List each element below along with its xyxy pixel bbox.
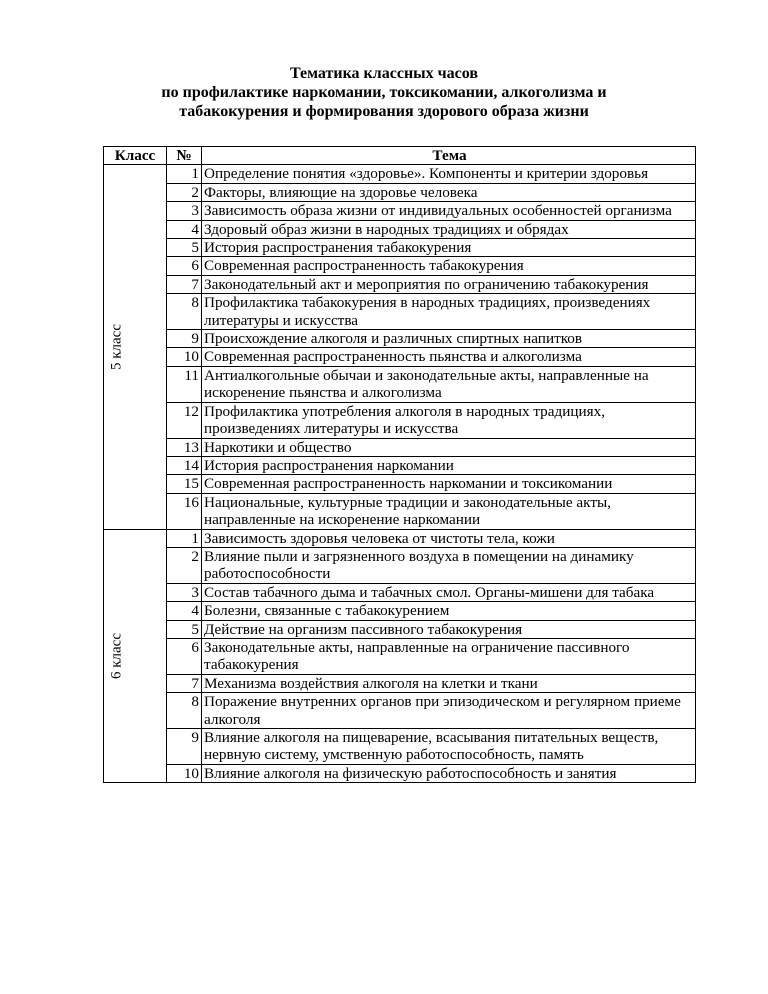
row-number: 10 [167,348,202,366]
row-number: 9 [167,330,202,348]
row-number: 14 [167,456,202,474]
table-row [104,348,696,366]
row-topic: Состав табачного дыма и табачных смол. Органы-мишени для табака [202,583,696,601]
row-topic: Профилактика употребления алкоголя в народных традициях, произведениях литературы и искусства [202,402,696,438]
row-topic: История распространения наркомании [202,456,696,474]
row-number: 16 [167,493,202,529]
table-body [104,165,696,783]
header-topic: Тема [202,147,696,165]
row-number: 3 [167,202,202,220]
table-row [104,239,696,257]
header-class: Класс [104,147,167,165]
row-number: 1 [167,165,202,183]
row-topic: Влияние алкоголя на физическую работоспособность и занятия [202,764,696,782]
table-row [104,366,696,402]
table-row [104,729,696,765]
row-topic: Законодательный акт и мероприятия по ограничению табакокурения [202,275,696,293]
row-number: 3 [167,583,202,601]
row-number: 2 [167,183,202,201]
row-topic: Факторы, влияющие на здоровье человека [202,183,696,201]
table-row [104,402,696,438]
table-row [104,438,696,456]
table-row [104,275,696,293]
row-topic: Болезни, связанные с табакокурением [202,602,696,620]
table-row [104,330,696,348]
table-row [104,547,696,583]
table-row [104,620,696,638]
table-row [104,257,696,275]
row-number: 4 [167,602,202,620]
table-row [104,764,696,782]
header-number: № [167,147,202,165]
table-row [104,674,696,692]
table-row [104,583,696,601]
row-number: 7 [167,275,202,293]
row-topic: Зависимость здоровья человека от чистоты тела, кожи [202,529,696,547]
grade-cell [104,529,167,783]
row-number: 5 [167,239,202,257]
title-line-2: по профилактике наркомании, токсикомании, алкоголизма и [161,84,607,101]
table-row [104,475,696,493]
title-line-3: табакокурения и формирования здорового образа жизни [179,103,589,120]
grade-cell [104,165,167,529]
row-number: 15 [167,475,202,493]
row-number: 12 [167,402,202,438]
row-number: 6 [167,257,202,275]
table-row [104,456,696,474]
row-topic: Современная распространенность наркомании и токсикомании [202,475,696,493]
grade-label: 5 класс [108,323,125,370]
row-topic: Современная распространенность пьянства и алкоголизма [202,348,696,366]
row-topic: Действие на организм пассивного табакокурения [202,620,696,638]
row-topic: Механизма воздействия алкоголя на клетки и ткани [202,674,696,692]
document-title [0,64,768,121]
row-topic: Антиалкогольные обычаи и законодательные акты, направленные на искоренение пьянства и алкоголизма [202,366,696,402]
table-row [104,165,696,183]
table-row [104,529,696,547]
row-topic: Национальные, культурные традиции и законодательные акты, направленные на искоренение наркомании [202,493,696,529]
row-topic: Происхождение алкоголя и различных спиртных напитков [202,330,696,348]
row-topic: Современная распространенность табакокурения [202,257,696,275]
table-row [104,183,696,201]
table-row [104,602,696,620]
title-line-1: Тематика классных часов [289,65,479,82]
row-topic: Зависимость образа жизни от индивидуальных особенностей организма [202,202,696,220]
row-number: 11 [167,366,202,402]
row-number: 4 [167,220,202,238]
row-topic: История распространения табакокурения [202,239,696,257]
row-topic: Влияние пыли и загрязненного воздуха в помещении на динамику работоспособности [202,547,696,583]
row-number: 8 [167,294,202,330]
table-row [104,493,696,529]
row-number: 10 [167,764,202,782]
row-number: 9 [167,729,202,765]
topics-table [103,146,696,783]
grade-label: 6 класс [108,632,125,679]
row-number: 8 [167,693,202,729]
table-row [104,294,696,330]
row-topic: Законодательные акты, направленные на ограничение пассивного табакокурения [202,638,696,674]
row-number: 1 [167,529,202,547]
table-row [104,202,696,220]
row-topic: Профилактика табакокурения в народных традициях, произведениях литературы и искусства [202,294,696,330]
row-number: 7 [167,674,202,692]
row-number: 5 [167,620,202,638]
row-topic: Определение понятия «здоровье». Компоненты и критерии здоровья [202,165,696,183]
row-topic: Наркотики и общество [202,438,696,456]
row-number: 6 [167,638,202,674]
row-topic: Влияние алкоголя на пищеварение, всасывания питательных веществ, нервную систему, умственную работоспособность, память [202,729,696,765]
row-number: 2 [167,547,202,583]
row-topic: Поражение внутренних органов при эпизодическом и регулярном приеме алкоголя [202,693,696,729]
table-row [104,220,696,238]
row-number: 13 [167,438,202,456]
table-row [104,638,696,674]
table-row [104,693,696,729]
table-header-row [104,147,696,165]
row-topic: Здоровый образ жизни в народных традициях и обрядах [202,220,696,238]
